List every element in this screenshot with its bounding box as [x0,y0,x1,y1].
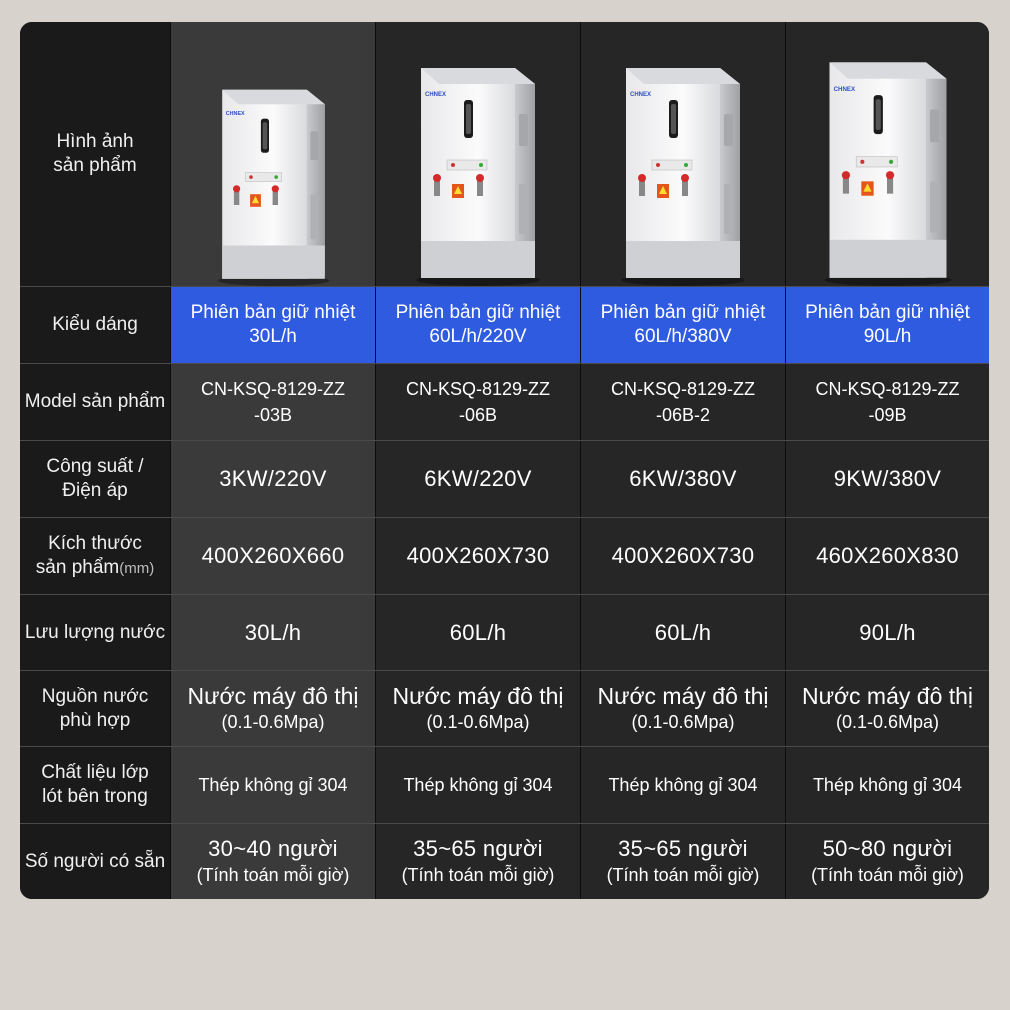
size-cell [786,518,989,594]
brand-logo-text: CHNEX [425,92,447,98]
material-cell [376,747,580,823]
size-value: 400X260X730 [406,543,550,568]
people-line: 30~40 người [208,835,338,861]
water-heater-image [403,56,553,286]
power-cell [581,441,785,517]
people-cell [171,824,375,899]
source-line: Nước máy đô thị [187,682,359,709]
model-cell [376,364,580,440]
water-heater-image [206,79,341,286]
flow-value: 60L/h [449,619,507,645]
product-image-cell [786,50,989,286]
flow-cell [786,595,989,670]
style-line: Phiên bản giữ nhiệt [805,302,970,323]
row-label-line: Công suất / [46,456,144,477]
material-cell [171,747,375,823]
row-label-line: Kiểu dáng [52,314,138,335]
spec-comparison-table [20,22,989,899]
brand-logo-text: CHNEX [833,86,855,94]
water-heater-image [608,56,758,286]
source-line: (0.1-0.6Mpa) [835,711,940,732]
power-value: 9KW/380V [833,466,942,491]
model-line: CN-KSQ-8129-ZZ [200,379,346,399]
row-label-size [20,518,170,594]
row-label-line: Model sản phẩm [24,391,166,412]
row-label-model [20,364,170,440]
row-label-line: Điện áp [62,480,128,501]
model-line: -06B [458,405,498,425]
material-value: Thép không gỉ 304 [403,775,553,795]
people-line: 35~65 người [618,835,748,861]
material-value: Thép không gỉ 304 [608,775,758,795]
size-cell [171,518,375,594]
source-line: (0.1-0.6Mpa) [221,711,325,732]
model-line: -09B [868,405,907,425]
row-label-unit: (mm) [119,559,155,577]
people-line: (Tính toán mỗi giờ) [606,864,760,885]
row-label-line: Chất liệu lớp [41,762,149,783]
style-cell [376,287,580,363]
size-cell [376,518,580,594]
people-cell [376,824,580,899]
product-image-cell [376,50,580,286]
source-line: Nước máy đô thị [392,682,564,709]
row-label-flow [20,595,170,670]
people-line: 50~80 người [822,835,953,861]
people-line: (Tính toán mỗi giờ) [401,864,555,885]
model-line: CN-KSQ-8129-ZZ [815,379,960,399]
style-line: 30L/h [249,326,297,347]
product-image-cell [581,50,785,286]
flow-cell [376,595,580,670]
size-cell [581,518,785,594]
model-line: -06B-2 [655,405,711,425]
row-label-line: sản phẩm [53,155,137,176]
source-line: (0.1-0.6Mpa) [426,711,530,732]
power-value: 6KW/220V [424,466,532,491]
power-value: 3KW/220V [219,466,327,491]
flow-value: 30L/h [244,619,302,645]
material-value: Thép không gỉ 304 [198,775,348,795]
power-value: 6KW/380V [629,466,737,491]
people-cell [786,824,989,899]
row-label-line: Hình ảnh [56,131,134,152]
model-cell [581,364,785,440]
model-line: CN-KSQ-8129-ZZ [405,379,551,399]
people-line: 35~65 người [413,835,543,861]
flow-value: 90L/h [859,619,916,645]
people-line: (Tính toán mỗi giờ) [196,864,350,885]
source-line: Nước máy đô thị [597,682,769,709]
model-line: -03B [253,405,293,425]
source-cell [581,671,785,746]
size-value: 460X260X830 [816,543,959,568]
power-cell [171,441,375,517]
model-cell [786,364,989,440]
people-cell [581,824,785,899]
source-cell [376,671,580,746]
model-cell [171,364,375,440]
source-line: Nước máy đô thị [801,682,974,709]
flow-cell [171,595,375,670]
brand-logo-text: CHNEX [225,111,245,117]
flow-value: 60L/h [654,619,712,645]
source-line: (0.1-0.6Mpa) [631,711,735,732]
style-line: Phiên bản giữ nhiệt [190,302,356,323]
style-line: Phiên bản giữ nhiệt [600,302,766,323]
model-line: CN-KSQ-8129-ZZ [610,379,756,399]
row-label-line: Kích thước [48,532,142,554]
source-cell [786,671,989,746]
style-line: 90L/h [863,326,912,347]
row-label-line: Lưu lượng nước [24,621,166,643]
power-cell [376,441,580,517]
row-label-line: lót bên trong [42,786,148,807]
row-label-people [20,824,170,899]
row-label-style [20,287,170,363]
row-label-power [20,441,170,517]
row-label-line: sản phẩm [35,556,120,578]
style-cell [171,287,375,363]
row-label-line: Số người có sẵn [24,850,166,872]
brand-logo-text: CHNEX [630,92,652,98]
material-value: Thép không gỉ 304 [812,775,963,795]
style-line: 60L/h/380V [634,326,732,347]
style-cell [786,287,989,363]
style-line: 60L/h/220V [429,326,527,347]
row-label-material [20,747,170,823]
size-value: 400X260X730 [611,543,755,568]
material-cell [786,747,989,823]
source-cell [171,671,375,746]
style-cell [581,287,785,363]
style-line: Phiên bản giữ nhiệt [395,302,561,323]
row-label-source [20,671,170,746]
size-value: 400X260X660 [201,543,345,568]
water-heater-image [809,50,967,286]
product-image-cell [171,50,375,286]
flow-cell [581,595,785,670]
row-label-line: phù hợp [59,709,131,731]
power-cell [786,441,989,517]
material-cell [581,747,785,823]
people-line: (Tính toán mỗi giờ) [811,864,964,885]
row-label-line: Nguồn nước [41,685,149,707]
row-label-image [20,22,170,286]
